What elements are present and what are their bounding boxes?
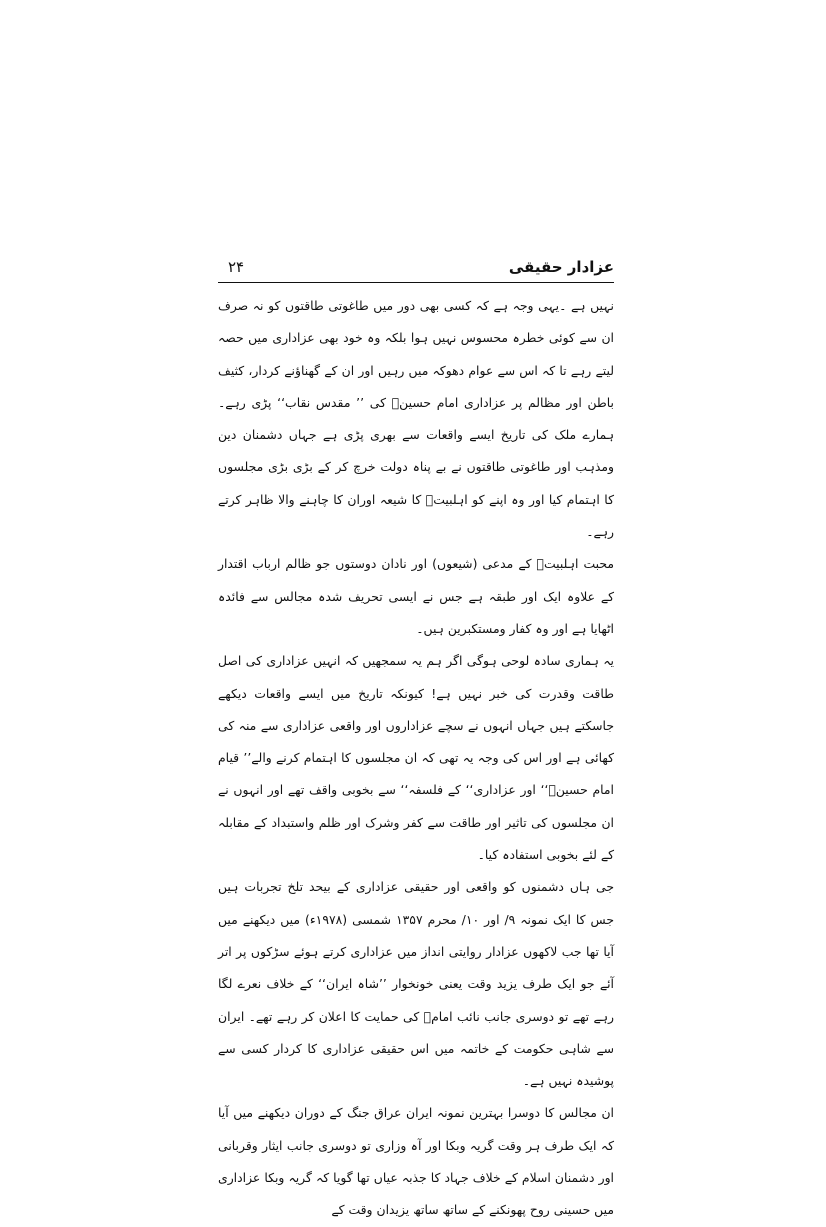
paragraph-2: محبت اہلبیتؑ کے مدعی (شیعوں) اور نادان دوستوں جو ظالم ارباب اقتدار کے علاوہ ایک اور طبقہ ہے جس نے ایسی تحریف شدہ مجالس سے فائدہ اٹھایا ہے اور وہ کفار ومستکبرین ہیں۔: [218, 556, 614, 636]
header-rule: [218, 282, 614, 283]
paragraph-1: نہیں ہے ۔یہی وجہ ہے کہ کسی بھی دور میں طاغوتی طاقتوں کو نہ صرف ان سے کوئی خطرہ محسوس نہیں ہوا بلکہ وہ خود بھی عزاداری میں حصہ لیتے رہے تا کہ اس سے عوام دھوکہ میں رہیں اور ان کے گھناؤنے کردار، کثیف باطن اور مظالم پر عزاداری امام حسینؑ کی ’’ مقدس نقاب‘‘ پڑی رہے۔ ہمارے ملک کی تاریخ ایسے واقعات سے بھری پڑی ہے جہاں دشمنان دین ومذہب اور طاغوتی طاقتوں نے بے پناہ دولت خرچ کر کے بڑی بڑی مجلسوں کا اہتمام کیا اور وہ اپنے کو اہلبیتؑ کا شیعہ اوران کا چاہنے والا ظاہر کرتے رہے۔: [218, 298, 614, 540]
book-title: عزادار حقیقی: [508, 258, 614, 276]
paragraph-5: ان مجالس کا دوسرا بہترین نمونہ ایران عراق جنگ کے دوران دیکھنے میں آیا کہ ایک طرف ہر وقت گریہ وبکا اور آہ وزاری تو دوسری جانب ایثار وقربانی اور دشمنان اسلام کے خلاف جہاد کا جذبہ عیاں تھا گویا کہ گریہ وبکا عزاداری میں حسینی روح پھونکنے کے ساتھ ساتھ یزیدان وقت کے: [218, 1105, 614, 1218]
body-text: [218, 290, 614, 1227]
paragraph-4: جی ہاں دشمنوں کو واقعی اور حقیقی عزاداری کے بیحد تلخ تجربات ہیں جس کا ایک نمونہ ۹/ اور ۱۰/ محرم ۱۳۵۷ شمسی (۱۹۷۸ء) میں دیکھنے میں آیا تھا جب لاکھوں عزادار روایتی انداز میں عزاداری کرتے ہوئے سڑکوں پر اتر آئے جو ایک طرف یزید وقت یعنی خونخوار ’’شاہ ایران‘‘ کے خلاف نعرے لگا رہے تھے تو دوسری جانب نائب امامؑ کی حمایت کا اعلان کر رہے تھے۔ ایران سے شاہی حکومت کے خاتمہ میں اس حقیقی عزاداری کا کردار کسی سے پوشیدہ نہیں ہے۔: [218, 879, 614, 1089]
paragraph-3: یہ ہماری سادہ لوحی ہوگی اگر ہم یہ سمجھیں کہ انہیں عزاداری کی اصل طاقت وقدرت کی خبر نہیں ہے! کیونکہ تاریخ میں ایسے واقعات دیکھے جاسکتے ہیں جہاں انہوں نے سچے عزاداروں اور واقعی عزاداری سے منہ کی کھائی ہے اور اس کی وجہ یہ تھی کہ ان مجلسوں کا اہتمام کرنے والے’’ قیام امام حسینؑ‘‘ اور عزاداری‘‘ کے فلسفہ‘‘ سے بخوبی واقف تھے اور انہوں نے ان مجلسوں کی تاثیر اور طاقت سے کفر وشرک اور ظلم واستبداد کے مقابلہ کے لئے بخوبی استفادہ کیا۔: [218, 653, 614, 863]
page-number: ۲۴: [228, 258, 245, 276]
page-header: [218, 256, 614, 282]
